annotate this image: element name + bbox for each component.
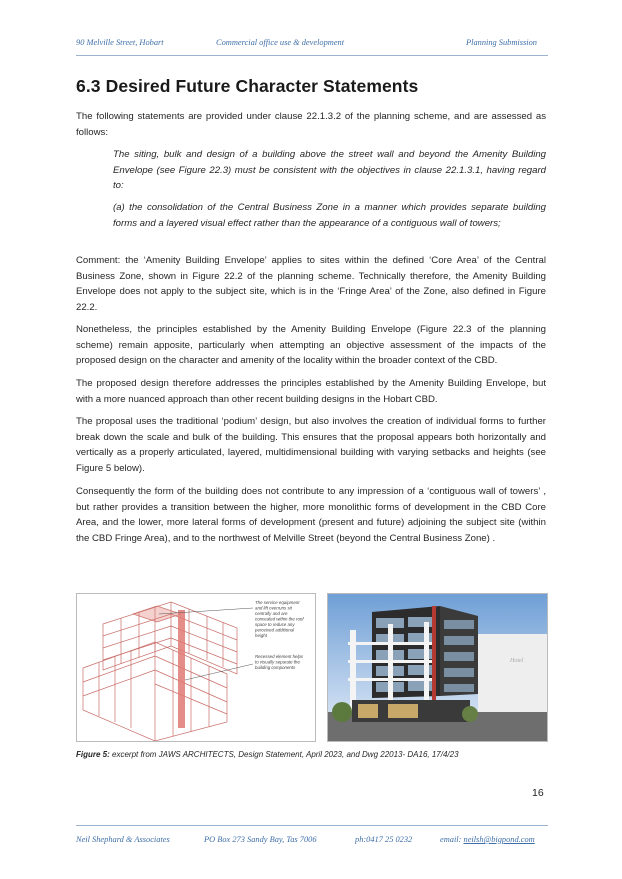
quoted-clause: The siting, bulk and design of a building above the street wall and beyond the Amenity Building Envelope (see Figure 22.3) must be consistent with the objectives in clause 22.1.3.1, having regard to: [113,149,546,192]
figure-caption-label: Figure 5: [76,750,110,759]
annotation-roof-plant: The service equipment and lift overruns sit centrally and are concealed within the roof space to reduce any perceived additional height [255,600,304,638]
figure-caption [76,750,459,759]
annotation-recessed-element: Recessed element helps to visually separate the building components [255,654,304,670]
comment-paragraph: Comment: the ‘Amenity Building Envelope’ applies to sites within the defined ‘Core Area’ of the Central Business Zone, shown in Figure 22.2 of the planning scheme. Technically therefore, the Amenity Building Envelope does not apply to the subject site, which is in the ‘Fringe Area’ of the Zone, also defined in Figure 22.2. [76,255,546,313]
figure-caption-text: excerpt from JAWS ARCHITECTS, Design Statement, April 2023, and Dwg 22013- DA16, 17/4/23 [109,750,459,759]
header-address: 90 Melville Street, Hobart [76,38,164,47]
body-paragraph: Nonetheless, the principles established by the Amenity Building Envelope (Figure 22.3 of the planning scheme) remain apposite, particularly when attempting an objective assessment of the impacts of the proposed design on the character and amenity of the locality within the broader context of the CBD. [76,324,546,367]
section-title: 6.3 Desired Future Character Statements [76,76,419,96]
footer-email [440,835,535,844]
body-paragraph: Consequently the form of the building does not contribute to any impression of a ‘contiguous wall of towers’ , but rather provides a transition between the higher, more monolithic forms of development in the CBD Core Area, and the lower, more lateral forms of development (present and future) adjoining the subject site (within the CBD Fringe Area), and to the northwest of Melville Street (beyond the Central Business Zone) . [76,486,546,544]
page-number: 16 [532,787,544,799]
footer-divider [76,825,548,826]
footer-postal-address: PO Box 273 Sandy Bay, Tas 7006 [204,835,317,844]
footer-organisation: Neil Shephard & Associates [76,835,170,844]
header-divider [76,55,548,56]
body-paragraph: The proposed design therefore addresses the principles established by the Amenity Building Envelope, but with a more nuanced approach than other recent building designs in the Hobart CBD. [76,378,546,405]
quoted-clause-item-a: (a) the consolidation of the Central Business Zone in a manner which provides separate building forms and a layered visual effect rather than the appearance of a contiguous wall of towers; [113,202,546,229]
intro-paragraph: The following statements are provided under clause 22.1.3.2 of the planning scheme, and are assessed as follows: [76,111,546,138]
header-subject: Commercial office use & development [216,38,345,47]
footer-phone: ph:0417 25 0232 [355,835,413,844]
footer-email-link[interactable]: neilsh@bigpond.com [463,835,535,844]
building-render-image [327,593,548,742]
body-paragraph: The proposal uses the traditional ‘podium’ design, but also involves the creation of individual forms to further break down the scale and bulk of the building. This ensures that the proposal appears both horizontally and vertically as a properly articulated, layered, multidimensional building with varying setbacks and heights (see Figure 5 below). [76,416,546,474]
footer-email-label: email: [440,835,464,844]
header-document-type: Planning Submission [466,38,537,47]
svg-text:Hotel: Hotel [510,658,524,664]
axonometric-drawing [76,593,316,742]
